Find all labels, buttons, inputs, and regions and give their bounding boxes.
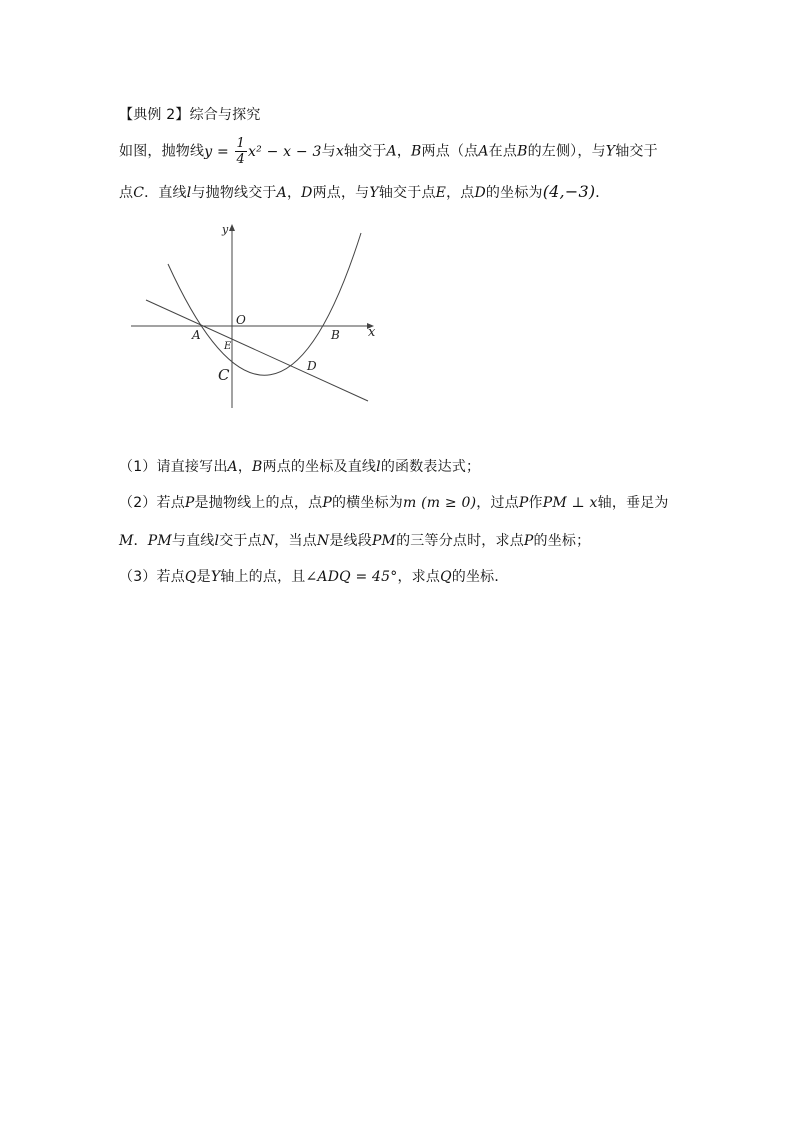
parabola-figure — [128, 218, 378, 413]
label-O: O — [236, 313, 246, 327]
label-D: D — [307, 359, 317, 373]
label-B: B — [331, 328, 340, 342]
label-x: x — [368, 325, 376, 340]
label-C: C — [218, 366, 230, 384]
perpendicular-expr: PM ⊥ x — [542, 495, 598, 511]
example-heading — [119, 104, 261, 124]
fraction-one-quarter: $\frac{1}{4}$ — [236, 136, 246, 167]
question-2-line-2: M．PM与直线l交于点N，当点N是线段PM的三等分点时，求点P的坐标； — [119, 533, 591, 549]
coordinate-D: (4,−3) — [542, 182, 596, 201]
parabola-equation: y = $\frac{1}{4}$ x² − x − 3 — [204, 136, 322, 167]
question-3: （3）若点Q是Y轴上的点，且∠ADQ = 45°，求点Q的坐标． — [119, 569, 509, 585]
label-y: y — [222, 223, 229, 236]
intro-line-2: 点C．直线l与抛物线交于A，D两点，与Y轴交于点E，点D的坐标为(4,−3)． — [119, 182, 610, 201]
y-axis-arrow — [229, 224, 235, 231]
angle-expr: ∠ADQ = 45° — [305, 569, 398, 585]
question-1: （1）请直接写出A，B两点的坐标及直线l的函数表达式； — [119, 459, 481, 475]
label-A: A — [192, 328, 201, 342]
label-E: E — [224, 341, 232, 352]
example-topic: 综合与探究 — [189, 107, 261, 123]
intro-text: 如图，抛物线 — [119, 143, 205, 160]
intro-line-1: 如图，抛物线y = $\frac{1}{4}$ x² − x − 3与x轴交于A，B两点（点A在点B的左侧），与Y轴交于 — [119, 136, 658, 167]
question-2-line-1: （2）若点P是抛物线上的点，点P的横坐标为m (m ≥ 0)，过点P作PM ⊥ x轴，垂足为 — [119, 495, 669, 511]
example-label: 【典例 2】 — [119, 107, 190, 123]
line-l — [146, 300, 368, 401]
m-condition: (m ≥ 0) — [421, 495, 477, 511]
